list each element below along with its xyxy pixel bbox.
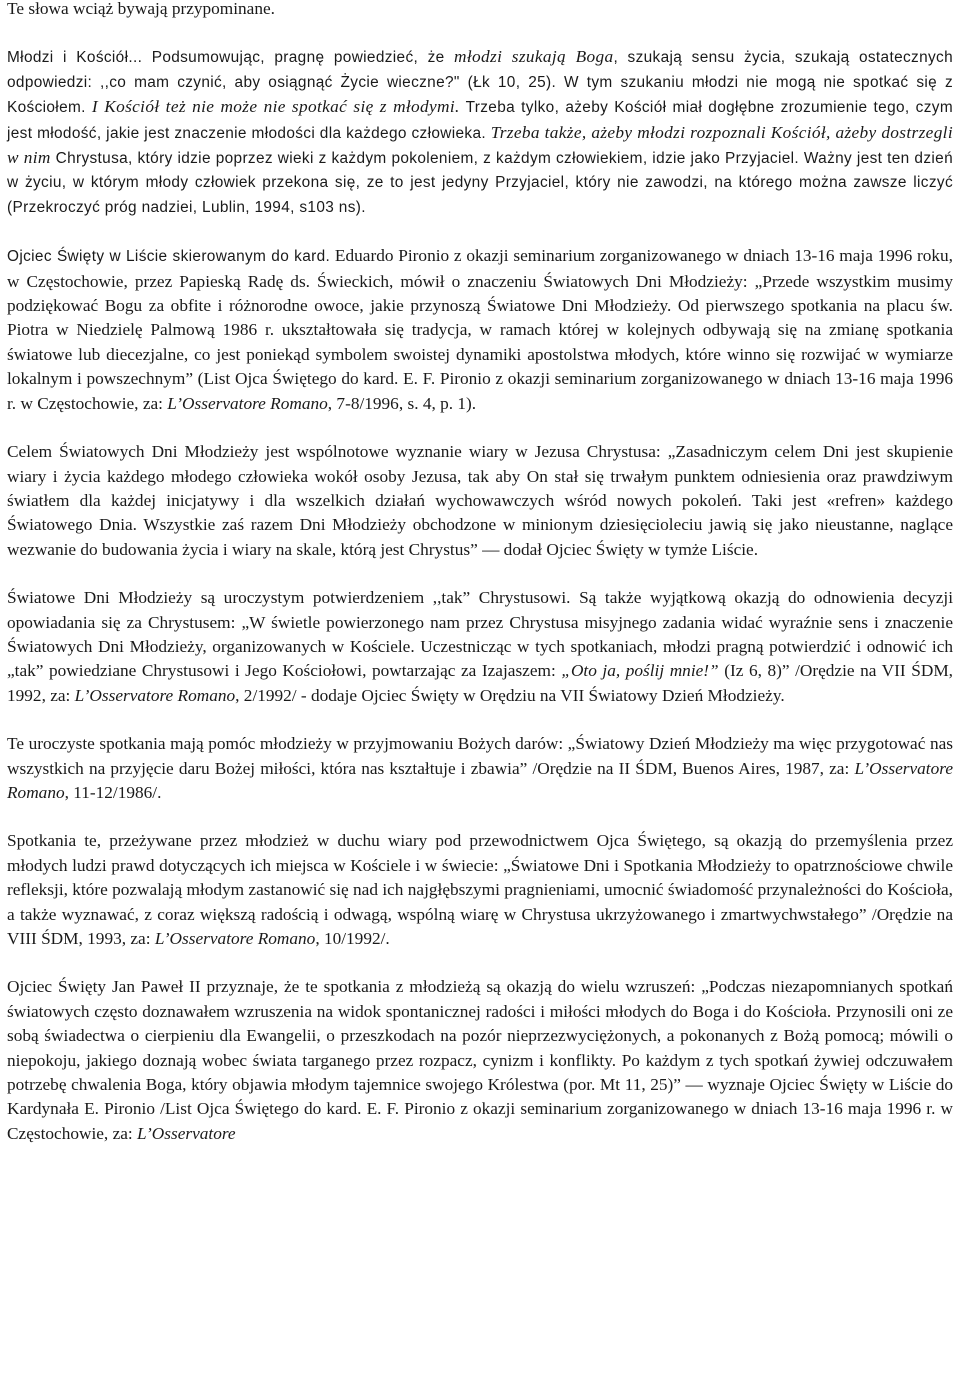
para4-text-a: Światowe Dni Młodzieży są uroczystym potwierdzeniem ,,tak” Chrystusowi. Są także wyjątkową okazją do odnowienia decyzji opowiadania się za Chrystusem: „W świetle powierzonego nam przez Chrystusa misyjnego zadania widać wyraźnie sens i znaczenie Światowych Dni Młodzieży, organizowanych w Kościele. Uczestnicząc w tych spotkaniach, młodzi pragną potwierdzić i odnowić ich „tak” powiedziane Chrystusowi i Jego Kościołowi, powtarzając za Izajaszem: [7,588,953,681]
para1-italic-f: Trzeba także, ażeby młodzi rozpoznali Kościół, ażeby dostrzegli w nim [7,122,953,168]
para4-text-e: , 2/1992/ - dodaje Ojciec Święty w Orędziu na VII Światowy Dzień Młodzieży. [235,685,785,705]
para5-italic-b: L’Osservatore Romano [7,758,953,802]
para1-text-c: , szukają sensu życia, szukają ostatecznych odpowiedzi: ,,co mam czynić, aby osiągnąć Życie wieczne?" (Łk 10, 25). W tym szukaniu młodzi nie mogą nie spotkać się z Kościołem. [7,49,954,117]
paragraph-pironio-letter [7,244,953,416]
paragraph-reflection [7,829,953,951]
para1-text-g: Chrystusa, który idzie poprzez wieki z każdym pokoleniem, z każdym człowiekiem, idzie jako Przyjaciel. Ważny jest ten dzień w życiu, w którym młody człowiek przekona się, ze to jest jedyny Przyjaciel, który nie zawodzi, na którego można zawsze liczyć (Przekroczyć próg nadziei, Lublin, 1994, s103 ns). [7,150,953,216]
para4-italic-d: L’Osservatore Romano [74,685,236,705]
para4-italic-b: „Oto ja, poślij mnie!” [561,661,719,681]
para2-text-d: , 7-8/1996, s. 4, p. 1). [327,393,477,413]
paragraph-youth-and-church [7,45,953,220]
para5-text-a: Te uroczyste spotkania mają pomóc młodzieży w przyjmowaniu Bożych darów: „Światowy Dzień Młodzieży ma więc przygotować nas wszystkich na przyjęcie daru Bożej miłości, która nas kształtuje i zbawia” /Orędzie na II ŚDM, Buenos Aires, 1987, za: [7,734,953,778]
paragraph-gods-gifts [7,732,953,805]
para3-text: Celem Światowych Dni Młodzieży jest wspólnotowe wyznanie wiary w Jezusa Chrystusa: „Zasadniczym celem Dni jest skupienie wiary i życia każdego młodego człowieka wokół osoby Jezusa, tak aby On stał się trwałym punktem odniesienia oraz prawdziwym światłem dla każdej inicjatywy i dla wszelkich działań wychowawczych wśród nowych pokoleń. Taki jest «refren» każdego Światowego Dnia. Wszystkie zaś razem Dni Młodzieży obchodzone w minionym dziesięcioleciu jawią się jako nieustanne, naglące wezwanie do budowania życia i wiary na skale, którą jest Chrystus” ― dodał Ojciec Święty w tymże Liście. [7,442,953,559]
paragraph-aim-of-wyd [7,440,953,562]
para7-text-a: Ojciec Święty Jan Paweł II przyznaje, że te spotkania z młodzieżą są okazją do wielu wzruszeń: „Podczas niezapomnianych spotkań światowych często doznawałem wzruszenia na widok spontanicznej radości i miłości młodych do Boga i do Kościoła. Przynosili oni ze sobą świadectwa o cierpieniu dla Ewangelii, o przeszkodach na pozór nieprzezwyciężonych, a pokonanych z Bożą pomocą; mówili o niepokoju, jakiego doznają wobec świata targanego przez rozpacz, cynizm i konflikty. Po każdym z tych spotkań żywiej odczuwałem potrzebę chwalenia Boga, który objawia młodym tajemnice swojego Królestwa (por. Mt 11, 25)” ― wyznaje Ojciec Święty w Liście do Kardynała E. Pironio /List Ojca Świętego do kard. E. F. Pironio z okazji seminarium zorganizowanego w dniach 13-16 maja 1996 r. w Częstochowie, za: [7,977,953,1143]
para5-text-c: , 11-12/1986/. [64,782,162,802]
paragraph-emotions [7,975,953,1146]
para1-text-e: Trzeba tylko, ażeby Kościół miał dogłębne zrozumienie tego, czym jest młodość, jakie jest znaczenie młodości dla każdego człowieka. [7,99,953,142]
para2-text-b: Eduardo Pironio z okazji seminarium zorganizowanego w dniach 13-16 maja 1996 roku, w Częstochowie, przez Papieską Radę ds. Świeckich, mówił o znaczeniu Światowych Dni Młodzieży: „Przede wszystkim musimy podziękować Bogu za obfite i różnorodne owoce, jakie przynoszą Światowe Dni Młodzieży. Od pierwszego spotkania na placu św. Piotra w Niedzielę Palmową 1986 r. ukształtowała się tradycja, w ramach której w kolejnych odbywają się na zmianę spotkania światowe lub diecezjalne, co jest poniekąd symbolem swoistej dynamiki apostolstwa młodych, które winno się rozwijać w wymiarze lokalnym i powszechnym” (List Ojca Świętego do kard. E. F. Pironio z okazji seminarium zorganizowanego w dniach 13-16 maja 1996 r. w Częstochowie, za: [7,246,953,413]
paragraph-yes-to-christ [7,586,953,708]
para2-italic-c: L’Osservatore Romano [167,393,328,413]
para6-italic-b: L’Osservatore Romano [154,929,316,948]
para6-text-a: Spotkania te, przeżywane przez młodzież w duchu wiary pod przewodnictwem Ojca Świętego, są okazją do przemyślenia przez młodych ludzi prawd dotyczących ich miejsca w Kościele i w świecie: „Światowe Dni i Spotkania Młodzieży to opatrznościowe chwile refleksji, które pozwalają młodym zastanowić się nad ich najgłębszymi pragnieniami, umocnić świadomość przynależności do Kościoła, a także wyznawać, z coraz większą radością i odwagą, wspólną wiarę w Chrystusa ukrzyżowanego i zmartwychwstałego” /Orędzie na VIII ŚDM, 1993, za: [7,831,953,948]
para1-italic-b: młodzi szukają Boga [454,47,614,67]
para4-text-c: (Iz 6, 8)” /Orędzie na VII ŚDM, 1992, za: [7,661,953,705]
para1-italic-d: I Kościół też nie może nie spotkać się z młodymi. [91,97,460,117]
intro-text: Te słowa wciąż bywają przypominane. [7,0,275,18]
para7-italic-b: L’Osservatore [137,1123,236,1143]
para2-text-a: Ojciec Święty w Liście skierowanym do kard. [7,248,331,266]
intro-line [7,0,953,21]
para6-text-c: , 10/1992/. [315,929,390,948]
document-page [7,0,953,1146]
para1-text-a: Młodzi i Kościół... Podsumowując, pragnę powiedzieć, że [7,49,455,67]
